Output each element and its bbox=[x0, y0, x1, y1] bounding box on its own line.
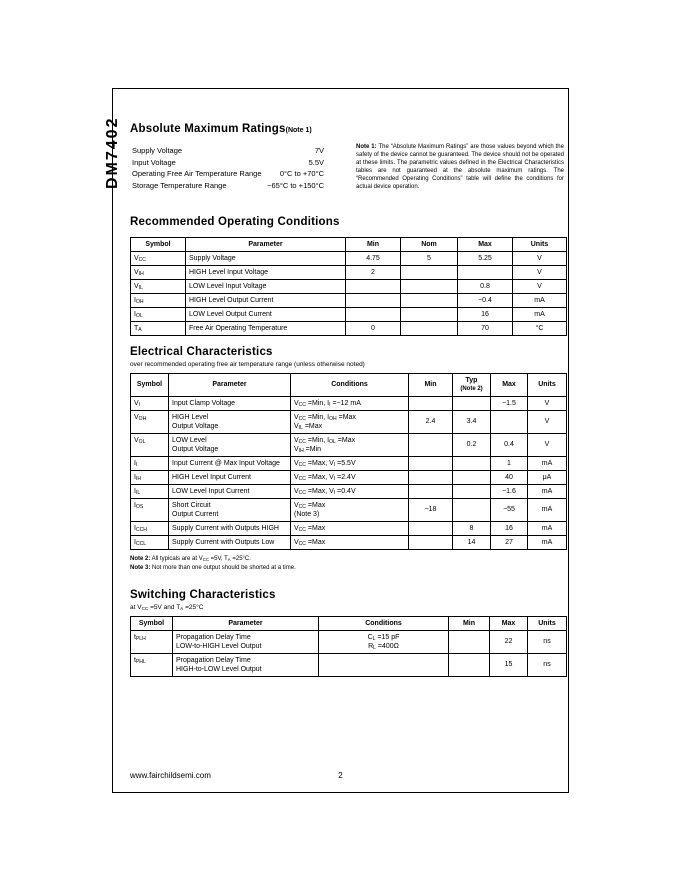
min-cell: 2.4 bbox=[409, 410, 453, 433]
parameter-cell: LOW Level Output Current bbox=[186, 307, 346, 321]
column-header: Symbol bbox=[131, 373, 169, 396]
typ-cell: 8 bbox=[453, 521, 491, 535]
symbol-cell: $I_I$ bbox=[131, 456, 169, 470]
note-label: Note 1: bbox=[356, 144, 377, 150]
switching-characteristics-table bbox=[130, 616, 567, 677]
parameter-cell bbox=[169, 410, 291, 433]
table-header-row bbox=[131, 373, 567, 396]
parameter-cell: Supply Voltage bbox=[186, 251, 346, 265]
max-cell: 22 bbox=[490, 630, 528, 653]
note-text: All typicals are at $V_{CC} =5V$, $T_A =25^\circ C$. bbox=[150, 555, 251, 562]
table-row bbox=[131, 535, 567, 549]
conditions-cell bbox=[291, 410, 409, 433]
units-cell: V bbox=[513, 265, 567, 279]
parameter-line: LOW-to-HIGH Level Output bbox=[176, 642, 262, 650]
typ-cell bbox=[453, 396, 491, 410]
column-header: Parameter bbox=[169, 373, 291, 396]
table-row bbox=[131, 456, 567, 470]
table-row bbox=[131, 470, 567, 484]
recommended-operating-conditions-table bbox=[130, 237, 567, 336]
note-text: The “Absolute Maximum Ratings” are those values beyond which the safety of the device cannot be guaranteed. The device should not be operated at these limits. The parametric values defined in the Electrical Characteristics tables are not guaranteed at the absolute maximum ratings. The “Recommended Operating Conditions” table will define the conditions for actual device operation. bbox=[356, 144, 564, 191]
max-cell: 70 bbox=[458, 321, 513, 335]
spec-value: 0°C to +70°C bbox=[279, 169, 324, 178]
symbol-cell: $T_A$ bbox=[131, 321, 186, 335]
table-row bbox=[131, 653, 567, 676]
abs-max-body bbox=[130, 145, 564, 192]
min-cell bbox=[346, 293, 401, 307]
conditions-cell bbox=[319, 630, 449, 653]
conditions-cell: $V_{CC} =Max$, $V_I =2.4V$ bbox=[291, 470, 409, 484]
parameter-line: LOW Level bbox=[172, 436, 207, 444]
electrical-characteristics-table bbox=[130, 373, 567, 550]
max-cell: 16 bbox=[458, 307, 513, 321]
table-row bbox=[131, 321, 567, 335]
typ-cell: 14 bbox=[453, 535, 491, 549]
part-number-vertical-label: DM7402 bbox=[104, 116, 121, 189]
parameter-line: Short Circuit bbox=[172, 501, 211, 509]
absolute-maximum-ratings-section bbox=[130, 119, 564, 192]
column-header: Max bbox=[491, 373, 528, 396]
note-text: Not more than one output should be shorted at a time. bbox=[150, 564, 296, 571]
max-cell: 1 bbox=[491, 456, 528, 470]
symbol-cell: $V_{IH}$ bbox=[131, 265, 186, 279]
max-cell bbox=[458, 265, 513, 279]
units-cell: μA bbox=[528, 470, 567, 484]
parameter-cell bbox=[169, 433, 291, 456]
min-cell bbox=[409, 521, 453, 535]
table-header-row bbox=[131, 616, 567, 630]
units-cell: V bbox=[513, 251, 567, 265]
max-cell: 0.4 bbox=[491, 433, 528, 456]
column-header: Parameter bbox=[186, 237, 346, 251]
typ-cell bbox=[453, 484, 491, 498]
table-row bbox=[131, 251, 567, 265]
page-content bbox=[113, 89, 568, 677]
min-cell bbox=[409, 535, 453, 549]
table-row bbox=[131, 521, 567, 535]
symbol-cell: $I_{OH}$ bbox=[131, 293, 186, 307]
note-3 bbox=[130, 564, 564, 573]
parameter-cell: HIGH Level Output Current bbox=[186, 293, 346, 307]
table-row bbox=[131, 396, 567, 410]
symbol-cell: $V_I$ bbox=[131, 396, 169, 410]
symbol-cell: $I_{CCH}$ bbox=[131, 521, 169, 535]
column-header: Min bbox=[346, 237, 401, 251]
abs-max-list bbox=[132, 145, 324, 192]
section-subtitle: over recommended operating free air temperature range (unless otherwise noted) bbox=[130, 360, 365, 368]
condition-line: $R_L =400\Omega$ bbox=[368, 642, 399, 651]
parameter-line: HIGH Level bbox=[172, 413, 209, 421]
symbol-cell: $I_{IL}$ bbox=[131, 484, 169, 498]
max-cell: −1.5 bbox=[491, 396, 528, 410]
max-cell: 5.25 bbox=[458, 251, 513, 265]
column-header: Max bbox=[458, 237, 513, 251]
spec-value: 7V bbox=[314, 146, 324, 155]
units-cell: ns bbox=[528, 630, 567, 653]
typ-cell bbox=[453, 498, 491, 521]
typ-cell: 3.4 bbox=[453, 410, 491, 433]
nom-cell bbox=[401, 279, 458, 293]
conditions-cell: $V_{CC} =Max$ bbox=[291, 521, 409, 535]
units-cell: °C bbox=[513, 321, 567, 335]
column-header: Symbol bbox=[131, 616, 173, 630]
max-cell: −55 bbox=[491, 498, 528, 521]
recommended-operating-conditions-section bbox=[130, 216, 564, 336]
spec-row bbox=[132, 180, 324, 192]
typ-header-note: (Note 2) bbox=[460, 385, 483, 392]
column-header: Units bbox=[528, 373, 567, 396]
table-row bbox=[131, 410, 567, 433]
table-row bbox=[131, 433, 567, 456]
column-header: Parameter bbox=[173, 616, 319, 630]
min-cell bbox=[409, 484, 453, 498]
symbol-cell: $I_{IH}$ bbox=[131, 470, 169, 484]
min-cell: 0 bbox=[346, 321, 401, 335]
units-cell: mA bbox=[513, 293, 567, 307]
units-cell: mA bbox=[513, 307, 567, 321]
max-cell: 27 bbox=[491, 535, 528, 549]
spec-value: 5.5V bbox=[308, 157, 324, 167]
table-header-row bbox=[131, 237, 567, 251]
units-cell: mA bbox=[528, 484, 567, 498]
min-cell: 2 bbox=[346, 265, 401, 279]
condition-line: $C_L =15$ pF bbox=[367, 633, 400, 642]
title-note-ref: (Note 1) bbox=[285, 127, 312, 134]
column-header: Max bbox=[490, 616, 528, 630]
parameter-cell: Supply Current with Outputs HIGH bbox=[169, 521, 291, 535]
nom-cell bbox=[401, 321, 458, 335]
parameter-cell: Input Current @ Max Input Voltage bbox=[169, 456, 291, 470]
section-title: Recommended Operating Conditions bbox=[130, 215, 340, 228]
units-cell: V bbox=[513, 279, 567, 293]
page-footer bbox=[113, 770, 568, 780]
condition-line: $V_{IL} =Max$ bbox=[294, 422, 323, 431]
spec-label: Operating Free Air Temperature Range bbox=[132, 169, 262, 178]
nom-cell bbox=[401, 307, 458, 321]
conditions-cell: $V_{CC} =Min$, $I_I =-12$ mA bbox=[291, 396, 409, 410]
conditions-cell bbox=[291, 433, 409, 456]
nom-cell bbox=[401, 265, 458, 279]
parameter-line: Propagation Delay Time bbox=[176, 633, 251, 641]
units-cell: V bbox=[528, 410, 567, 433]
spec-row bbox=[132, 157, 324, 169]
spec-label: Storage Temperature Range bbox=[132, 180, 227, 190]
parameter-line: HIGH-to-LOW Level Output bbox=[176, 665, 262, 673]
symbol-cell: $I_{CCL}$ bbox=[131, 535, 169, 549]
parameter-cell: Supply Current with Outputs Low bbox=[169, 535, 291, 549]
min-cell bbox=[449, 630, 490, 653]
table-row bbox=[131, 498, 567, 521]
parameter-line: Output Voltage bbox=[172, 445, 219, 453]
spec-value: −65°C to +150°C bbox=[267, 180, 324, 190]
typ-cell bbox=[453, 456, 491, 470]
min-cell bbox=[346, 279, 401, 293]
min-cell bbox=[409, 456, 453, 470]
conditions-cell: $V_{CC} =Max$, $V_I =5.5V$ bbox=[291, 456, 409, 470]
min-cell: −18 bbox=[409, 498, 453, 521]
datasheet-page bbox=[104, 88, 569, 793]
note-label: Note 2: bbox=[130, 555, 151, 562]
typ-cell bbox=[453, 470, 491, 484]
conditions-cell: $V_{CC} =Max$ bbox=[291, 535, 409, 549]
units-cell: V bbox=[528, 396, 567, 410]
note-1 bbox=[356, 143, 564, 192]
parameter-cell bbox=[173, 630, 319, 653]
units-cell: mA bbox=[528, 456, 567, 470]
condition-line: $V_{CC} =Min$, $I_{OL} =Max$ bbox=[294, 436, 356, 445]
condition-line: $V_{CC} =Min$, $I_{OH} =Max$ bbox=[294, 413, 356, 422]
typ-column-header bbox=[453, 373, 491, 396]
section-title: Electrical Characteristics bbox=[130, 345, 273, 358]
min-cell bbox=[449, 653, 490, 676]
min-cell bbox=[409, 433, 453, 456]
electrical-characteristics-section bbox=[130, 346, 564, 573]
column-header: Conditions bbox=[319, 616, 449, 630]
min-cell bbox=[409, 396, 453, 410]
min-cell: 4.75 bbox=[346, 251, 401, 265]
spec-row bbox=[132, 145, 324, 157]
section-subtitle: at $V_{CC} =5V$ and $T_A =25^\circ C$ bbox=[130, 603, 204, 611]
table-row bbox=[131, 307, 567, 321]
section-title-row bbox=[130, 119, 564, 137]
symbol-cell: $t_{PLH}$ bbox=[131, 630, 173, 653]
column-header: Nom bbox=[401, 237, 458, 251]
switching-characteristics-section bbox=[130, 589, 564, 677]
table-notes bbox=[130, 555, 564, 573]
symbol-cell: $V_{CC}$ bbox=[131, 251, 186, 265]
parameter-cell: HIGH Level Input Voltage bbox=[186, 265, 346, 279]
section-title: Absolute Maximum Ratings bbox=[130, 123, 286, 135]
spec-label: Input Voltage bbox=[132, 157, 176, 167]
units-cell: mA bbox=[528, 498, 567, 521]
note-2 bbox=[130, 555, 564, 564]
nom-cell bbox=[401, 293, 458, 307]
table-row bbox=[131, 630, 567, 653]
column-header: Min bbox=[449, 616, 490, 630]
units-cell: mA bbox=[528, 521, 567, 535]
symbol-cell: $I_{OS}$ bbox=[131, 498, 169, 521]
max-cell: 15 bbox=[490, 653, 528, 676]
symbol-cell: $V_{OH}$ bbox=[131, 410, 169, 433]
note-label: Note 3: bbox=[130, 564, 151, 571]
max-cell: −0.4 bbox=[458, 293, 513, 307]
symbol-cell: $V_{IL}$ bbox=[131, 279, 186, 293]
conditions-cell: $V_{CC} =Max$, $V_I =0.4V$ bbox=[291, 484, 409, 498]
parameter-cell: LOW Level Input Current bbox=[169, 484, 291, 498]
typ-cell: 0.2 bbox=[453, 433, 491, 456]
max-cell: 16 bbox=[491, 521, 528, 535]
units-cell: V bbox=[528, 433, 567, 456]
parameter-line: Output Voltage bbox=[172, 422, 219, 430]
typ-header-label: Typ bbox=[465, 376, 478, 384]
table-row bbox=[131, 265, 567, 279]
max-cell: −1.6 bbox=[491, 484, 528, 498]
symbol-cell: $t_{PHL}$ bbox=[131, 653, 173, 676]
parameter-cell: HIGH Level Input Current bbox=[169, 470, 291, 484]
spec-row bbox=[132, 168, 324, 180]
column-header: Units bbox=[513, 237, 567, 251]
max-cell bbox=[491, 410, 528, 433]
units-cell: mA bbox=[528, 535, 567, 549]
footer-url[interactable]: www.fairchildsemi.com bbox=[130, 771, 211, 780]
max-cell: 0.8 bbox=[458, 279, 513, 293]
spec-label: Supply Voltage bbox=[132, 146, 183, 155]
parameter-cell bbox=[173, 653, 319, 676]
section-title: Switching Characteristics bbox=[130, 588, 276, 601]
column-header: Conditions bbox=[291, 373, 409, 396]
max-cell: 40 bbox=[491, 470, 528, 484]
table-row bbox=[131, 279, 567, 293]
parameter-cell bbox=[169, 498, 291, 521]
condition-line: (Note 3) bbox=[294, 510, 320, 518]
page-number: 2 bbox=[338, 771, 343, 780]
conditions-cell bbox=[291, 498, 409, 521]
parameter-line: Propagation Delay Time bbox=[176, 656, 251, 664]
symbol-cell: $V_{OL}$ bbox=[131, 433, 169, 456]
column-header: Min bbox=[409, 373, 453, 396]
table-row bbox=[131, 293, 567, 307]
condition-line: $V_{IH} =Min$ bbox=[294, 445, 322, 454]
nom-cell: 5 bbox=[401, 251, 458, 265]
parameter-cell: LOW Level Input Voltage bbox=[186, 279, 346, 293]
min-cell bbox=[346, 307, 401, 321]
condition-line: $V_{CC} =Max$ bbox=[294, 501, 326, 510]
column-header: Symbol bbox=[131, 237, 186, 251]
units-cell: ns bbox=[528, 653, 567, 676]
column-header: Units bbox=[528, 616, 567, 630]
conditions-cell bbox=[319, 653, 449, 676]
parameter-cell: Free Air Operating Temperature bbox=[186, 321, 346, 335]
parameter-cell: Input Clamp Voltage bbox=[169, 396, 291, 410]
parameter-line: Output Current bbox=[172, 510, 219, 518]
table-row bbox=[131, 484, 567, 498]
symbol-cell: $I_{OL}$ bbox=[131, 307, 186, 321]
min-cell bbox=[409, 470, 453, 484]
